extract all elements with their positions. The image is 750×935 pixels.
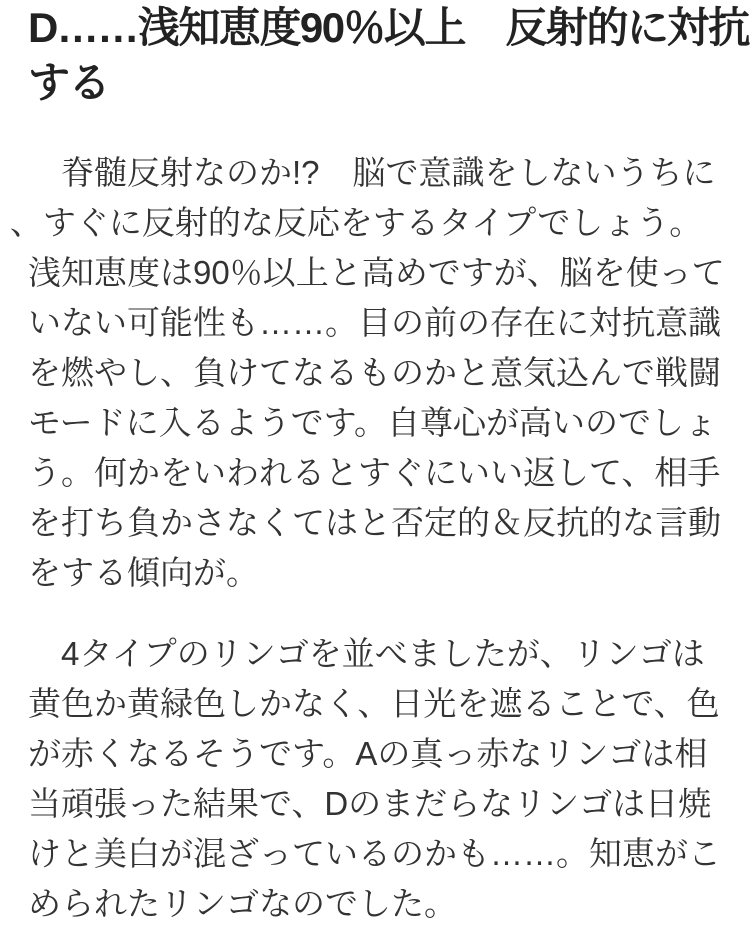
text-line: 、すぐに反射的な反応をするタイプでしょう。 <box>9 204 703 241</box>
text-line: を燃やし、負けてなるものかと意気込んで戦闘 <box>28 354 721 391</box>
text-line: う。何かをいわれるとすぐにいい返して、相手 <box>28 454 721 491</box>
text-line: けと美白が混ざっているのかも……。知恵がこ <box>28 835 721 872</box>
text-line: 4タイプのリンゴを並べましたが、リンゴは <box>28 635 705 672</box>
text-line: 脊髄反射なのか!? 脳で意識をしないうちに <box>28 154 716 191</box>
article-heading <box>28 0 749 110</box>
text-line: いない可能性も……。目の前の存在に対抗意識 <box>28 304 721 341</box>
text-line: をする傾向が。 <box>28 554 259 591</box>
text-line: が赤くなるそうです。Aの真っ赤なリンゴは相 <box>28 735 708 772</box>
paragraph-1 <box>9 148 725 598</box>
text-line: 浅知恵度は90％以上と高めですが、脳を使って <box>28 254 725 291</box>
text-line: を打ち負かさなくてはと否定的＆反抗的な言動 <box>28 504 721 541</box>
article-body <box>9 148 725 929</box>
text-line: する <box>28 59 110 106</box>
paragraph-2 <box>28 629 722 929</box>
text-line: められたリンゴなのでした。 <box>28 885 457 922</box>
text-line: モードに入るようです。自尊心が高いのでしょ <box>28 404 718 441</box>
text-line: D……浅知恵度90％以上 反射的に対抗 <box>28 4 749 51</box>
text-line: 黄色か黄緑色しかなく、日光を遮ることで、色 <box>28 685 720 722</box>
text-line: 当頑張った結果で、Dのまだらなリンゴは日焼 <box>28 785 712 822</box>
